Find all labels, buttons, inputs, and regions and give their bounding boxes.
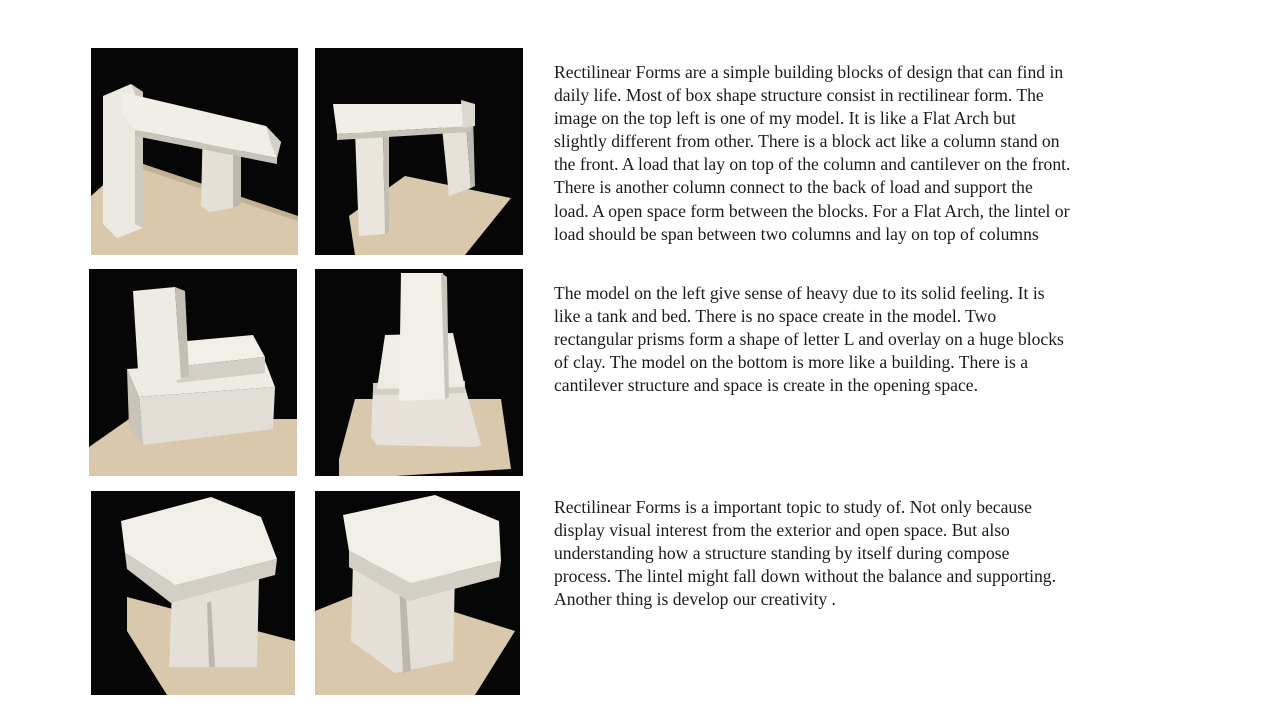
clay-model-illustration bbox=[91, 491, 295, 695]
clay-model-illustration bbox=[315, 269, 523, 476]
clay-model-illustration bbox=[89, 269, 297, 476]
clay-model-illustration bbox=[91, 48, 298, 255]
clay-model-photo-cantilever-angle bbox=[91, 491, 295, 695]
clay-model-photo-l-shape-front bbox=[315, 269, 523, 476]
paragraph-solid-model-description: The model on the left give sense of heavy due to its solid feeling. It is like a tank and bed. There is no space create in the model. Two rectangular prisms form a shape of letter L and overlay on a huge blocks of clay. The model on the bottom is more like a building. There is a cantilever structure and space is create in the opening space. bbox=[554, 283, 1064, 396]
paragraph-flat-arch-description: Rectilinear Forms are a simple building blocks of design that can find in daily life. Most of box shape structure consist in rectilinear form. The image on the top left is one of my model. It is like a Flat Arch but slightly different from other. There is a block act like a column stand on the front. A load that lay on top of the column and cantilever on the front. There is another column connect to the back of load and support the load. A open space form between the blocks. For a Flat Arch, the lintel or load should be span between two columns and lay on top of columns bbox=[554, 62, 1071, 244]
clay-model-photo-flat-arch-front bbox=[315, 48, 523, 255]
clay-model-photo-flat-arch-side bbox=[91, 48, 298, 255]
clay-model-illustration bbox=[315, 48, 523, 255]
clay-model-photo-cantilever-other-angle bbox=[315, 491, 520, 695]
clay-model-illustration bbox=[315, 491, 520, 695]
paragraph-conclusion: Rectilinear Forms is a important topic to study of. Not only because display visual interest from the exterior and open space. But also understanding how a structure standing by itself during compose process. The lintel might fall down without the balance and supporting. Another thing is develop our creativity . bbox=[554, 497, 1056, 610]
clay-model-photo-l-shape-side bbox=[89, 269, 297, 476]
